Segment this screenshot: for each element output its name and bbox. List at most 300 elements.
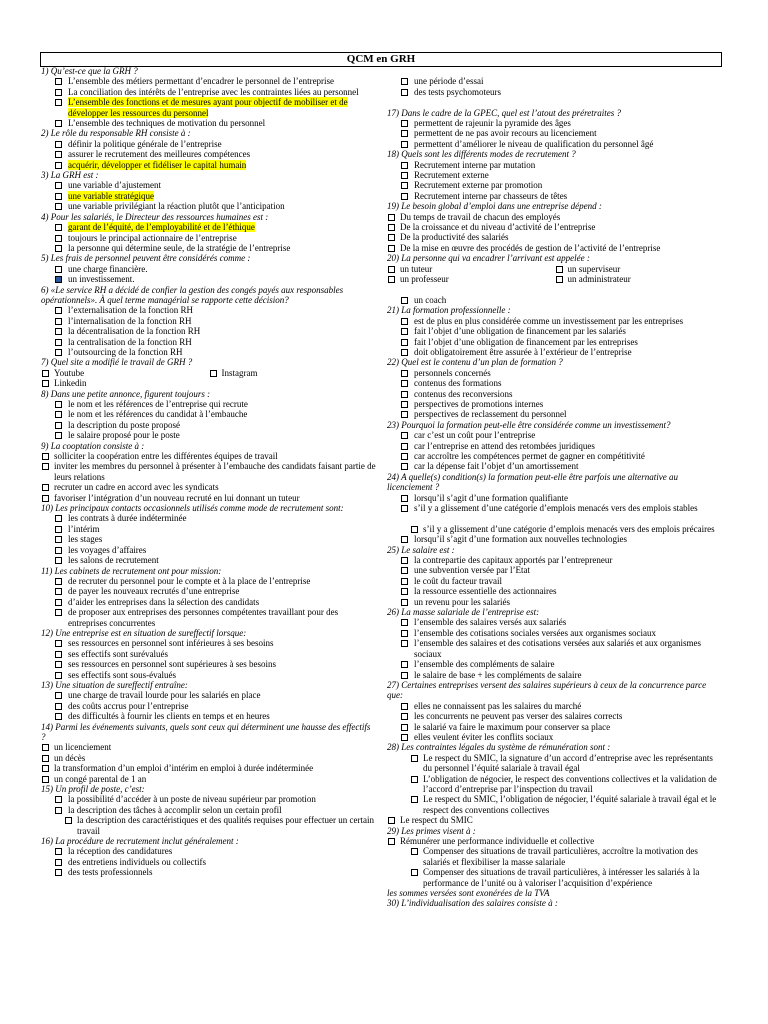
answer-option[interactable] (41, 597, 376, 607)
checkbox-icon[interactable] (401, 120, 408, 127)
answer-option[interactable] (387, 638, 722, 659)
checkbox-icon[interactable] (55, 640, 62, 647)
answer-text: Compenser des situations de travail particulières, accroître la motivation des salariés et flexibiliser la masse salariale (423, 846, 698, 867)
checkbox-icon[interactable] (55, 807, 62, 814)
answer-option[interactable] (41, 690, 376, 700)
answer-option[interactable] (387, 295, 722, 305)
answer-option[interactable] (387, 451, 722, 461)
checkbox-icon[interactable] (55, 266, 62, 273)
answer-option[interactable] (387, 753, 722, 774)
answer-option[interactable] (41, 149, 376, 159)
question-text: 23) Pourquoi la formation peut-elle être considérée comme un investissement? (387, 419, 671, 430)
checkbox-icon[interactable] (55, 432, 62, 439)
checkbox-icon[interactable] (55, 557, 62, 564)
question-text: 2) Le rôle du responsable RH consiste à : (41, 128, 191, 139)
answer-option[interactable] (41, 316, 376, 326)
answer-text: des coûts accrus pour l’entreprise (68, 700, 189, 711)
answer-option[interactable] (41, 139, 376, 149)
answer-option[interactable] (41, 774, 376, 784)
checkbox-icon[interactable] (55, 411, 62, 418)
answer-option[interactable] (387, 409, 722, 419)
answer-option[interactable] (387, 222, 722, 232)
checkbox-icon[interactable] (401, 630, 408, 637)
answer-text: de payer les nouveaux recrutés d’une entreprise (68, 586, 240, 597)
answer-text: un revenu pour les salariés (414, 596, 510, 607)
checkbox-icon[interactable] (55, 141, 62, 148)
answer-text: la contrepartie des capitaux apportés par l’entrepreneur (414, 555, 613, 566)
answer-option[interactable] (387, 326, 722, 336)
spacer (387, 513, 722, 523)
checkbox-icon[interactable] (401, 505, 408, 512)
answer-option[interactable] (387, 670, 722, 680)
checkbox-icon[interactable] (401, 182, 408, 189)
answer-option[interactable] (41, 513, 376, 523)
answer-option[interactable] (555, 264, 723, 274)
checkbox-icon[interactable] (401, 328, 408, 335)
answer-option[interactable] (41, 753, 376, 763)
answer-option[interactable] (387, 87, 722, 97)
checkbox-icon[interactable] (42, 380, 49, 387)
checkbox-icon[interactable] (401, 297, 408, 304)
answer-option[interactable] (41, 867, 376, 877)
checkbox-icon[interactable] (401, 78, 408, 85)
answer-option[interactable] (387, 846, 722, 867)
checkbox-icon[interactable] (55, 713, 62, 720)
answer-text: permettent de ne pas avoir recours au licenciement (414, 128, 597, 139)
checkbox-icon[interactable] (55, 848, 62, 855)
question-text: 26) La masse salariale de l’entreprise est: (387, 607, 540, 618)
checkbox-icon[interactable] (401, 557, 408, 564)
answer-text: l’ensemble des salaires et des cotisations versées aux salariés et aux organismes sociaux (414, 638, 701, 659)
checkbox-icon[interactable] (388, 245, 395, 252)
question-text: 17) Dans le cadre de la GPEC, quel est l’atout des préretraites ? (387, 107, 622, 118)
answer-option[interactable] (387, 160, 722, 170)
answer-option[interactable] (387, 274, 555, 284)
checkbox-icon[interactable] (401, 672, 408, 679)
answer-option[interactable] (41, 638, 376, 648)
checkbox-icon[interactable] (401, 713, 408, 720)
answer-option[interactable] (41, 378, 376, 388)
checkbox-icon[interactable] (401, 162, 408, 169)
option-row (387, 264, 722, 274)
checkbox-icon[interactable] (55, 651, 62, 658)
answer-option[interactable] (41, 794, 376, 804)
checkbox-icon[interactable] (401, 318, 408, 325)
answer-option[interactable] (41, 409, 376, 419)
answer-option[interactable] (41, 201, 376, 211)
checkbox-icon[interactable] (401, 432, 408, 439)
answer-option[interactable] (387, 555, 722, 565)
checkbox-icon[interactable] (556, 276, 563, 283)
answer-option[interactable] (387, 628, 722, 638)
checkbox-icon[interactable] (401, 619, 408, 626)
answer-option[interactable] (209, 368, 377, 378)
answer-option[interactable] (41, 534, 376, 544)
answer-text: un licenciement (54, 742, 112, 753)
answer-option[interactable] (41, 118, 376, 128)
checkbox-icon[interactable] (55, 599, 62, 606)
checkbox-icon[interactable] (388, 234, 395, 241)
answer-option[interactable] (387, 118, 722, 128)
answer-option[interactable] (41, 368, 209, 378)
answer-option[interactable] (41, 87, 376, 97)
checkbox-icon[interactable] (55, 515, 62, 522)
answer-text: ses ressources en personnel sont supérieures à ses besoins (68, 659, 276, 670)
checkbox-icon[interactable] (55, 703, 62, 710)
answer-option[interactable] (41, 191, 376, 201)
answer-option[interactable] (41, 659, 376, 669)
answer-text: la transformation d’un emploi d’intérim en emploi à durée indéterminée (54, 763, 314, 774)
checkbox-icon[interactable] (55, 307, 62, 314)
question-text: 24) A quelle(s) condition(s) la formation peut-elle être parfois une alternative au licenciement ? (387, 471, 679, 493)
checkbox-icon[interactable] (42, 484, 49, 491)
answer-text: la description du poste proposé (68, 419, 180, 430)
checkbox-icon[interactable] (401, 536, 408, 543)
checkbox-icon[interactable] (42, 453, 49, 460)
answer-option[interactable] (41, 97, 376, 118)
checkbox-icon[interactable] (401, 724, 408, 731)
left-column (41, 66, 376, 878)
answer-option[interactable] (387, 170, 722, 180)
checkbox-icon[interactable] (401, 703, 408, 710)
answer-text: une variable privilégiant la réaction plutôt que l’anticipation (68, 201, 285, 212)
answer-text: le salaire de base + les compléments de salaire (414, 669, 582, 680)
question-text: 21) La formation professionnelle : (387, 305, 511, 316)
answer-option[interactable] (41, 524, 376, 534)
checkbox-icon[interactable] (42, 744, 49, 751)
answer-text: le salaire proposé pour le poste (68, 430, 180, 441)
answer-option[interactable] (41, 482, 376, 492)
checkbox-icon[interactable] (55, 276, 62, 283)
checkbox-icon[interactable] (401, 588, 408, 595)
answer-option[interactable] (41, 451, 376, 461)
checkbox-icon[interactable] (55, 578, 62, 585)
answer-option[interactable] (387, 867, 722, 888)
checkbox-icon[interactable] (401, 734, 408, 741)
answer-text: le salarié va faire le maximum pour conserver sa place (414, 721, 611, 732)
answer-option[interactable] (387, 232, 722, 242)
answer-option[interactable] (41, 399, 376, 409)
checkbox-icon[interactable] (55, 151, 62, 158)
checkbox-icon[interactable] (42, 463, 49, 470)
checkbox-icon[interactable] (55, 78, 62, 85)
option-row (41, 368, 376, 378)
answer-option[interactable] (387, 389, 722, 399)
checkbox-icon[interactable] (55, 536, 62, 543)
answer-option[interactable] (387, 128, 722, 138)
checkbox-icon[interactable] (55, 526, 62, 533)
answer-option[interactable] (387, 337, 722, 347)
answer-option[interactable] (41, 670, 376, 680)
answer-text: Le respect du SMIC, l’obligation de négocier, l’équité salariale à travail égal et le respect des conventions collectives (423, 794, 717, 815)
answer-text: la décentralisation de la fonction RH (68, 326, 201, 337)
answer-text: Recrutement externe (414, 170, 489, 181)
answer-text: recruter un cadre en accord avec les syndicats (54, 482, 219, 493)
question-text: 4) Pour les salariés, le Directeur des ressources humaines est : (41, 211, 269, 222)
answer-option[interactable] (387, 191, 722, 201)
answer-option[interactable] (41, 846, 376, 856)
answer-option[interactable] (41, 243, 376, 253)
checkbox-icon[interactable] (55, 162, 62, 169)
question-text: 11) Les cabinets de recrutement ont pour mission: (41, 565, 222, 576)
checkbox-icon[interactable] (55, 203, 62, 210)
checkbox-icon[interactable] (55, 609, 62, 616)
answer-text: les voyages d’affaires (68, 544, 147, 555)
answer-option[interactable] (41, 430, 376, 440)
question-text: 3) La GRH est : (41, 170, 99, 181)
answer-text: un professeur (400, 274, 449, 285)
answer-option[interactable] (41, 545, 376, 555)
checkbox-icon[interactable] (55, 224, 62, 231)
answer-option[interactable] (41, 742, 376, 752)
answer-option[interactable] (387, 524, 722, 534)
answer-option[interactable] (387, 617, 722, 627)
checkbox-icon[interactable] (401, 391, 408, 398)
checkbox-icon[interactable] (55, 869, 62, 876)
checkbox-icon[interactable] (55, 182, 62, 189)
answer-text: car l’entreprise en attend des retombées juridiques (414, 440, 595, 451)
checkbox-icon[interactable] (401, 401, 408, 408)
checkbox-icon[interactable] (401, 172, 408, 179)
checkbox-icon[interactable] (401, 380, 408, 387)
answer-text: fait l’objet d’une obligation de financement par les entreprises (414, 336, 638, 347)
answer-option[interactable] (41, 555, 376, 565)
answer-option[interactable] (387, 774, 722, 795)
answer-option[interactable] (41, 857, 376, 867)
answer-option[interactable] (555, 274, 723, 284)
answer-text: ses ressources en personnel sont inférieures à ses besoins (68, 638, 274, 649)
checkbox-icon[interactable] (55, 661, 62, 668)
answer-text: une variable stratégique (68, 190, 154, 201)
answer-option[interactable] (41, 586, 376, 596)
answer-option[interactable] (41, 420, 376, 430)
answer-option[interactable] (387, 316, 722, 326)
answer-option[interactable] (387, 701, 722, 711)
answer-option[interactable] (41, 701, 376, 711)
checkbox-icon[interactable] (55, 245, 62, 252)
checkbox-icon[interactable] (55, 796, 62, 803)
checkbox-icon[interactable] (388, 276, 395, 283)
checkbox-icon[interactable] (556, 266, 563, 273)
checkbox-icon[interactable] (401, 370, 408, 377)
checkbox-icon[interactable] (55, 235, 62, 242)
checkbox-icon[interactable] (55, 692, 62, 699)
question-text: 15) Un profil de poste, c’est: (41, 784, 145, 795)
checkbox-icon[interactable] (65, 817, 72, 824)
answer-option[interactable] (41, 264, 376, 274)
answer-option[interactable] (387, 264, 555, 274)
checkbox-icon[interactable] (388, 224, 395, 231)
answer-option[interactable] (387, 430, 722, 440)
answer-option[interactable] (387, 711, 722, 721)
checkbox-icon[interactable] (401, 453, 408, 460)
answer-option[interactable] (387, 836, 722, 846)
checkbox-icon[interactable] (55, 120, 62, 127)
answer-option[interactable] (41, 607, 376, 628)
answer-text: la possibilité d’accéder à un poste de niveau supérieur par promotion (68, 794, 316, 805)
checkbox-icon[interactable] (55, 422, 62, 429)
checkbox-icon[interactable] (388, 838, 395, 845)
checkbox-icon[interactable] (42, 776, 49, 783)
checkbox-icon[interactable] (55, 349, 62, 356)
answer-text: un congé parental de 1 an (54, 773, 147, 784)
checkbox-icon[interactable] (411, 755, 418, 762)
answer-option[interactable] (387, 534, 722, 544)
checkbox-icon[interactable] (42, 765, 49, 772)
answer-option[interactable] (387, 368, 722, 378)
answer-option[interactable] (41, 347, 376, 357)
answer-option[interactable] (387, 461, 722, 471)
checkbox-icon[interactable] (401, 130, 408, 137)
answer-option[interactable] (41, 305, 376, 315)
answer-text: favoriser l’intégration d’un nouveau recruté en lui donnant un tuteur (54, 492, 300, 503)
checkbox-icon[interactable] (401, 567, 408, 574)
answer-option[interactable] (41, 815, 376, 836)
checkbox-icon[interactable] (42, 370, 49, 377)
answer-option[interactable] (387, 794, 722, 815)
answer-option[interactable] (387, 139, 722, 149)
answer-option[interactable] (41, 805, 376, 815)
checkbox-icon[interactable] (401, 339, 408, 346)
checkbox-icon[interactable] (55, 588, 62, 595)
answer-text: des tests professionnels (68, 867, 153, 878)
answer-option[interactable] (41, 274, 376, 284)
question-text: 1) Qu’est-ce que la GRH ? (41, 66, 138, 76)
answer-text: car accroître les compétences permet de gagner en compétitivité (414, 450, 645, 461)
answer-text: une subvention versée par l’Etat (414, 565, 530, 576)
answer-text: acquérir, développer et fidéliser le capital humain (68, 159, 247, 170)
answer-option[interactable] (387, 180, 722, 190)
answer-option[interactable] (41, 649, 376, 659)
answer-option[interactable] (41, 337, 376, 347)
answer-option[interactable] (387, 586, 722, 596)
checkbox-icon[interactable] (210, 370, 217, 377)
checkbox-icon[interactable] (401, 443, 408, 450)
checkbox-icon[interactable] (401, 349, 408, 356)
checkbox-icon[interactable] (55, 547, 62, 554)
question-text: 22) Quel est le contenu d’un plan de formation ? (387, 357, 563, 368)
answer-option[interactable] (41, 493, 376, 503)
answer-option[interactable] (41, 576, 376, 586)
answer-option[interactable] (387, 576, 722, 586)
answer-text: Recrutement externe par promotion (414, 180, 543, 191)
answer-option[interactable] (41, 180, 376, 190)
checkbox-icon[interactable] (401, 661, 408, 668)
answer-option[interactable] (387, 441, 722, 451)
checkbox-icon[interactable] (401, 640, 408, 647)
checkbox-icon[interactable] (411, 848, 418, 855)
answer-option[interactable] (387, 597, 722, 607)
checkbox-icon[interactable] (388, 214, 395, 221)
question-text: 27) Certaines entreprises versent des salaires supérieurs à ceux de la concurrence parce que: (387, 679, 707, 701)
checkbox-icon[interactable] (42, 755, 49, 762)
answer-text: contenus des reconversions (414, 388, 513, 399)
answer-option[interactable] (387, 732, 722, 742)
answer-option[interactable] (387, 378, 722, 388)
checkbox-icon[interactable] (42, 495, 49, 502)
checkbox-icon[interactable] (401, 578, 408, 585)
checkbox-icon[interactable] (411, 869, 418, 876)
answer-option[interactable] (387, 347, 722, 357)
answer-text: assurer le recrutement des meilleures compétences (68, 149, 251, 160)
checkbox-icon[interactable] (401, 495, 408, 502)
question-text: 6) «Le service RH a décidé de confier la gestion des congés payés aux responsables opérationnels». À quel terme managérial se rapporte cette décision? (41, 284, 344, 305)
checkbox-icon[interactable] (401, 411, 408, 418)
answer-text: un décès (54, 752, 86, 763)
answer-text: l’ensemble des compléments de salaire (414, 659, 555, 670)
question-text: 9) La cooptation consiste à : (41, 440, 145, 451)
checkbox-icon[interactable] (401, 89, 408, 96)
question-text: 29) Les primes visent à : (387, 825, 476, 836)
answer-option[interactable] (41, 233, 376, 243)
answer-text: personnels concernés (414, 367, 491, 378)
checkbox-icon[interactable] (55, 99, 62, 106)
question-text: 10) Les principaux contacts occasionnels utilisés comme mode de recrutement sont: (41, 503, 344, 514)
question-text: les sommes versées sont exonérées de la TVA (387, 888, 550, 899)
question-text: 30) L’individualisation des salaires consiste à : (387, 898, 558, 909)
answer-text: L’obligation de négocier, le respect des conventions collectives et la validation de l’accord d’entreprise par l’inspection du travail (423, 773, 717, 794)
answer-text: Recrutement interne par chasseurs de têtes (414, 190, 568, 201)
checkbox-icon[interactable] (401, 193, 408, 200)
answer-option[interactable] (41, 711, 376, 721)
answer-text: elles ne connaissent pas les salaires du marché (414, 700, 582, 711)
checkbox-icon[interactable] (401, 141, 408, 148)
answer-text: De la mise en œuvre des procédés de gestion de l’activité de l’entreprise (400, 242, 661, 253)
answer-text: s’il y a glissement d’une catégorie d’emplois menacés vers des emplois stables (414, 503, 698, 514)
answer-option[interactable] (387, 565, 722, 575)
checkbox-icon[interactable] (55, 193, 62, 200)
checkbox-icon[interactable] (55, 859, 62, 866)
checkbox-icon[interactable] (388, 817, 395, 824)
answer-option[interactable] (387, 399, 722, 409)
answer-option[interactable] (41, 461, 376, 482)
checkbox-icon[interactable] (55, 318, 62, 325)
answer-text: ses effectifs sont sous-évalués (68, 669, 177, 680)
answer-option[interactable] (41, 326, 376, 336)
checkbox-icon[interactable] (55, 401, 62, 408)
answer-option[interactable] (387, 212, 722, 222)
checkbox-icon[interactable] (55, 339, 62, 346)
checkbox-icon[interactable] (411, 776, 418, 783)
answer-option[interactable] (41, 222, 376, 232)
checkbox-icon[interactable] (55, 89, 62, 96)
answer-option[interactable] (387, 659, 722, 669)
answer-text: l’externalisation de la fonction RH (68, 305, 193, 316)
answer-text: un administrateur (567, 274, 631, 285)
answer-option[interactable] (41, 160, 376, 170)
checkbox-icon[interactable] (55, 328, 62, 335)
checkbox-icon[interactable] (411, 796, 418, 803)
answer-option[interactable] (387, 76, 722, 86)
checkbox-icon[interactable] (55, 672, 62, 679)
answer-option[interactable] (387, 722, 722, 732)
answer-option[interactable] (41, 76, 376, 86)
checkbox-icon[interactable] (388, 266, 395, 273)
answer-option[interactable] (387, 243, 722, 253)
answer-text: des tests psychomoteurs (414, 86, 501, 97)
checkbox-icon[interactable] (411, 526, 418, 533)
answer-option[interactable] (387, 503, 722, 513)
answer-option[interactable] (387, 815, 722, 825)
answer-text: toujours le principal actionnaire de l’entreprise (68, 232, 237, 243)
answer-text: perspectives de reclassement du personnel (414, 409, 567, 420)
checkbox-icon[interactable] (401, 463, 408, 470)
answer-option[interactable] (387, 493, 722, 503)
checkbox-icon[interactable] (401, 599, 408, 606)
answer-option[interactable] (41, 763, 376, 773)
answer-text: l’intérim (68, 523, 100, 534)
answer-text: s’il y a glissement d’une catégorie d’emplois menacés vers des emplois précaires (423, 523, 715, 534)
